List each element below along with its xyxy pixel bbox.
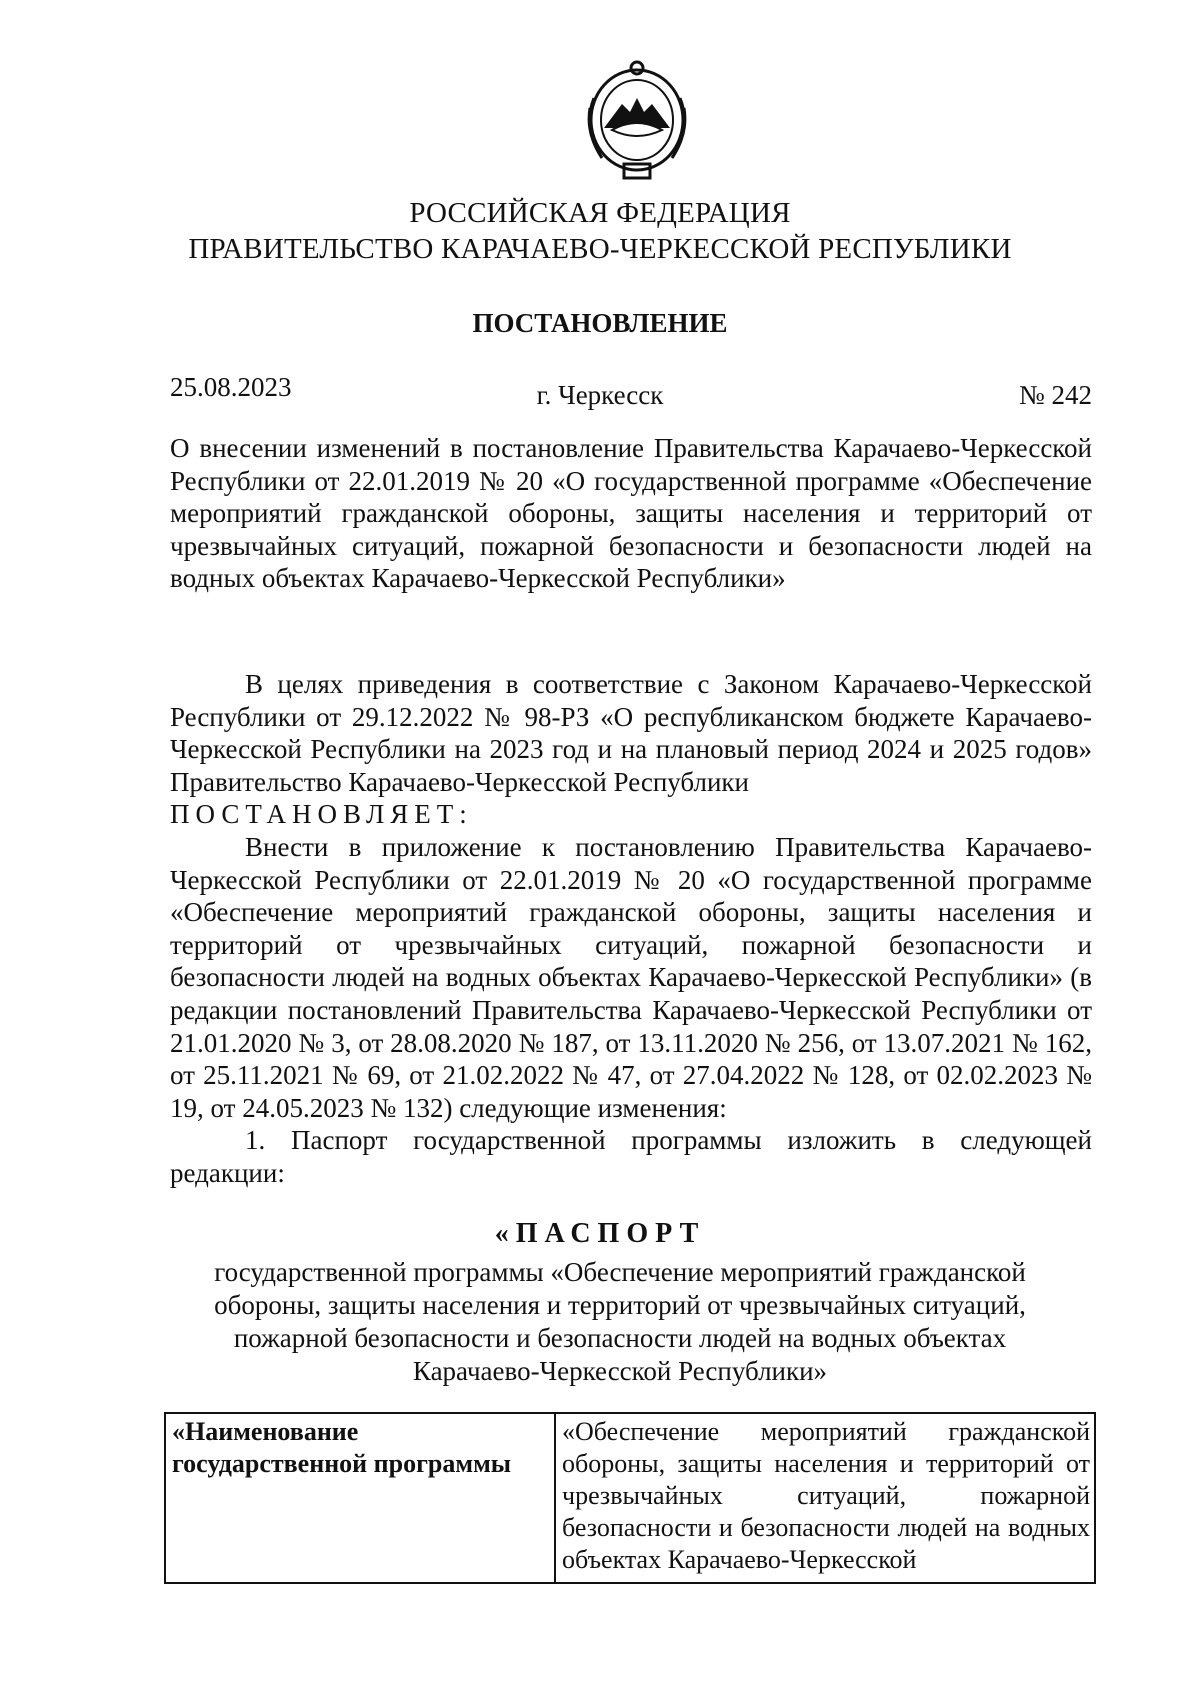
- item-1-paragraph: 1. Паспорт государственной программы изложить в следующей редакции:: [170, 1125, 1092, 1188]
- document-number: № 242: [1018, 380, 1092, 410]
- coat-of-arms-emblem: [572, 58, 702, 188]
- document-type-title: ПОСТАНОВЛЕНИЕ: [472, 308, 728, 338]
- document-date: 25.08.2023: [170, 372, 292, 402]
- table-cell-value: «Обеспечение мероприятий гражданской обороны, защиты населения и территорий от чрезвычайных ситуаций, пожарной безопасности и безопасности людей на водных объектах Карачаево-Черкесской: [555, 1413, 1095, 1583]
- table-row: [165, 1413, 1095, 1583]
- passport-subtitle: государственной программы «Обеспечение мероприятий гражданской обороны, защиты населения и территорий от чрезвычайных ситуаций, пожарной безопасности и безопасности людей на водных объектах Карачаево-Черкесской Республики»: [214, 1257, 1026, 1386]
- amendment-paragraph: Внести в приложение к постановлению Правительства Карачаево-Черкесской Республики от 22.01.2019 № 20 «О государственной программе «Обеспечение мероприятий гражданской обороны, защиты населения и территорий от чрезвычайных ситуаций, пожарной безопасности и безопасности людей на водных объектах Карачаево-Черкесской Республики» (в редакции постановлений Правительства Карачаево-Черкесской Республики от 21.01.2020 № 3, от 28.08.2020 № 187, от 13.11.2020 № 256, от 13.07.2021 № 162, от 25.11.2021 № 69, от 21.02.2022 № 47, от 27.04.2022 № 128, от 02.02.2023 № 19, от 24.05.2023 № 132) следующие изменения:: [170, 831, 1092, 1123]
- document-subject: [170, 432, 1092, 595]
- table-cell-label: «Наименование государственной программы: [165, 1413, 555, 1583]
- country-heading: РОССИЙСКАЯ ФЕДЕРАЦИЯ: [409, 197, 791, 229]
- government-heading: ПРАВИТЕЛЬСТВО КАРАЧАЕВО-ЧЕРКЕССКОЙ РЕСПУБЛИКИ: [188, 233, 1012, 265]
- passport-table: [164, 1412, 1096, 1584]
- document-body: [170, 668, 1092, 1190]
- document-city: г. Черкесск: [536, 380, 664, 410]
- resolves-word: ПОСТАНОВЛЯЕТ:: [170, 799, 473, 830]
- preamble-paragraph: В целях приведения в соответствие с Законом Карачаево-Черкесской Республики от 29.12.2022 № 98-РЗ «О республиканском бюджете Карачаево-Черкесской Республики на 2023 год и на плановый период 2024 и 2025 годов» Правительство Карачаево-Черкесской Республики: [170, 669, 1092, 797]
- subject-text: О внесении изменений в постановление Правительства Карачаево-Черкесской Республики от 22.01.2019 № 20 «О государственной программе «Обеспечение мероприятий гражданской обороны, защиты населения и территорий от чрезвычайных ситуаций, пожарной безопасности и безопасности людей на водных объектах Карачаево-Черкесской Республики»: [170, 433, 1092, 594]
- passport-title: «ПАСПОРТ: [494, 1218, 706, 1249]
